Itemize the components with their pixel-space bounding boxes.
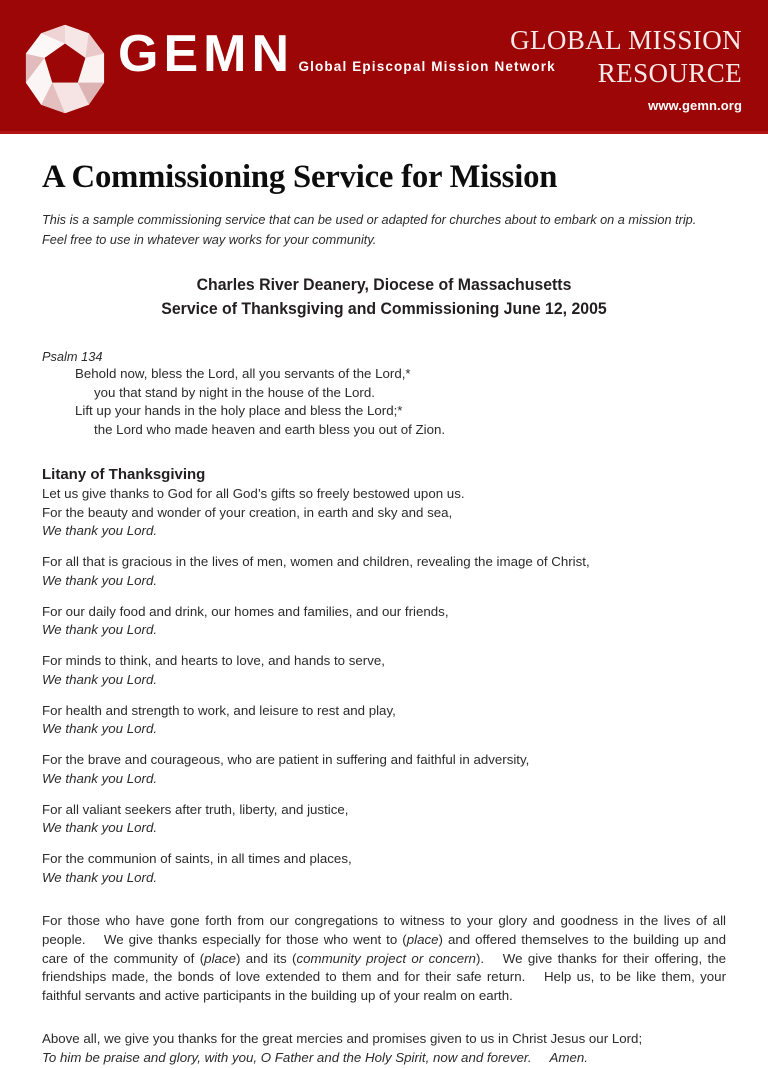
- litany-versicle-call: For health and strength to work, and leisure to rest and play,: [42, 702, 396, 718]
- doxology-line-2: [42, 1049, 726, 1068]
- gemn-brand-lockup: [22, 22, 556, 115]
- litany-versicle-response: We thank you Lord.: [42, 671, 158, 687]
- amen-text: Amen.: [549, 1049, 588, 1065]
- psalm-section: [42, 348, 726, 439]
- doxology-line-2-text: To him be praise and glory, with you, O Father and the Holy Spirit, now and forever.: [42, 1049, 532, 1065]
- document-sheet: [0, 158, 768, 1068]
- litany-versicle-response: We thank you Lord.: [42, 869, 158, 885]
- banner-underline-divider: [0, 131, 768, 134]
- litany-versicle-call: For minds to think, and hearts to love, and hands to serve,: [42, 653, 385, 668]
- litany-versicle: [42, 689, 726, 739]
- litany-versicle: [42, 788, 726, 838]
- litany-versicle-response: We thank you Lord.: [42, 523, 158, 538]
- psalm-line: Behold now, bless the Lord, all you servants of the Lord,*: [75, 366, 411, 381]
- closing-placeholder-italic: place: [204, 950, 236, 966]
- litany-versicle-call: For all valiant seekers after truth, liberty, and justice,: [42, 801, 349, 817]
- closing-text-run: ) and its (: [235, 950, 297, 966]
- page-title: A Commissioning Service for Mission: [42, 159, 558, 195]
- psalm-line: the Lord who made heaven and earth bless you out of Zion.: [94, 421, 446, 437]
- litany-versicle: [42, 838, 726, 888]
- litany-versicle-response: We thank you Lord.: [42, 622, 158, 637]
- gemn-faceted-polygon-logo-icon: [22, 23, 108, 115]
- litany-versicle-call: For all that is gracious in the lives of men, women and children, revealing the image of Christ,: [42, 554, 590, 569]
- gemn-brand-name: GEMN: [118, 25, 294, 83]
- litany-versicle-call: For the communion of saints, in all times and places,: [42, 851, 352, 866]
- litany-versicle: [42, 504, 726, 541]
- litany-versicle-response: We thank you Lord.: [42, 770, 158, 786]
- closing-text-run: ) and offered themselves to the building up and care of the community of (: [42, 931, 726, 966]
- gemn-brand-tagline: Global Episcopal Mission Network: [298, 59, 556, 74]
- banner-resource-title: [510, 24, 742, 114]
- document-intro-note: This is a sample commissioning service that can be used or adapted for churches about to embark on a mission trip. Feel free to use in whatever way works for your community.: [42, 212, 697, 247]
- litany-versicle: [42, 640, 726, 690]
- gemn-wordmark: [118, 22, 556, 82]
- banner-title-line-1: GLOBAL MISSION: [510, 25, 742, 55]
- closing-placeholder-italic: community project or concern: [296, 950, 476, 966]
- litany-versicle: [42, 541, 726, 591]
- litany-versicle: [42, 739, 726, 789]
- closing-paragraph: [42, 887, 726, 1006]
- closing-placeholder-italic: place: [406, 931, 439, 947]
- litany-versicle-call: For the brave and courageous, who are patient in suffering and faithful in adversity,: [42, 752, 530, 767]
- litany-heading: Litany of Thanksgiving: [42, 466, 206, 483]
- litany-intro: Let us give thanks to God for all God’s gifts so freely bestowed upon us.: [42, 486, 465, 501]
- psalm-lines: [42, 365, 726, 439]
- subtitle-line-2: Service of Thanksgiving and Commissioning June 12, 2005: [161, 300, 607, 318]
- document-subtitle: [56, 273, 713, 321]
- closing-section: [42, 887, 726, 1068]
- psalm-label: Psalm 134: [42, 349, 103, 364]
- closing-text-run: For those who have gone forth from our congregations to witness to your glory and goodness in the lives of all people. We give thanks especially for those who went to (: [42, 913, 726, 947]
- psalm-line: Lift up your hands in the holy place and bless the Lord;*: [75, 403, 403, 418]
- litany-versicle-list: [42, 504, 726, 888]
- litany-versicle-call: For the beauty and wonder of your creation, in earth and sky and sea,: [42, 504, 453, 520]
- banner-title-line-2: RESOURCE: [597, 58, 742, 88]
- closing-text-run: ). We give thanks for their offering, the friendships made, the bonds of love extended to them and for their safe return. Help us, to be like them, your faithful servants and active participants in the building up of your realm on earth.: [42, 950, 727, 1004]
- litany-versicle-response: We thank you Lord.: [42, 820, 158, 835]
- page-header-banner: [0, 0, 768, 131]
- gemn-website-url[interactable]: www.gemn.org: [648, 98, 742, 113]
- litany-versicle-response: We thank you Lord.: [42, 721, 158, 736]
- litany-section: [42, 464, 726, 887]
- psalm-line: you that stand by night in the house of the Lord.: [94, 384, 375, 400]
- litany-versicle-response: We thank you Lord.: [42, 572, 158, 588]
- doxology-block: [42, 1006, 726, 1068]
- litany-versicle-call: For our daily food and drink, our homes and families, and our friends,: [42, 603, 449, 619]
- litany-versicle: [42, 590, 726, 640]
- doxology-line-1: Above all, we give you thanks for the great mercies and promises given to us in Christ Jesus our Lord;: [42, 1030, 643, 1046]
- subtitle-line-1: Charles River Deanery, Diocese of Massachusetts: [196, 276, 572, 294]
